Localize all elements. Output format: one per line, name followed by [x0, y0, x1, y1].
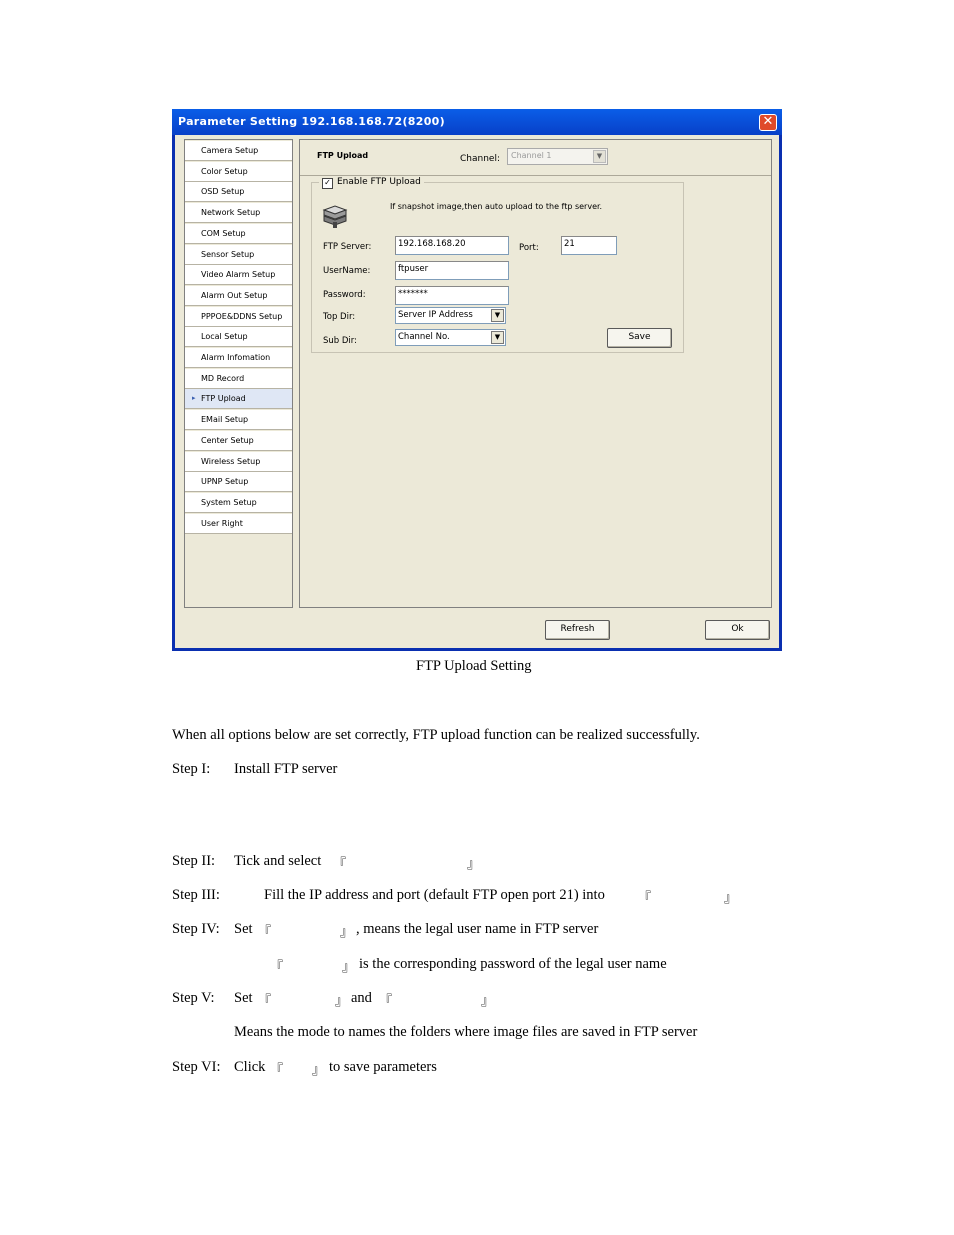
channel-select-value: Channel 1	[511, 151, 552, 160]
panel-title: FTP Upload	[317, 151, 369, 160]
dialog-title: Parameter Setting 192.168.168.72(8200)	[178, 115, 445, 128]
sidebar-item-label: Color Setup	[201, 167, 248, 176]
step5-bracket-open: 『	[258, 994, 272, 1009]
ftp-server-label: FTP Server:	[323, 242, 372, 252]
step6-bracket-open: 『	[270, 1063, 284, 1078]
step4-label: Step IV:	[172, 921, 220, 937]
sidebar-item-center-setup[interactable]	[185, 431, 292, 451]
step6-text-a: Click	[234, 1059, 266, 1075]
selected-arrow-icon: ▸	[192, 394, 196, 402]
top-dir-label: Top Dir:	[323, 312, 356, 322]
step3-bracket-open: 『	[638, 891, 652, 906]
sidebar-item-camera-setup[interactable]	[185, 141, 292, 161]
step4-bracket-open-2: 『	[270, 960, 284, 975]
close-icon[interactable]: ✕	[759, 114, 777, 131]
sidebar-item-label: Alarm Infomation	[201, 353, 271, 362]
sidebar-item-osd-setup[interactable]	[185, 182, 292, 202]
sidebar-item-md-record[interactable]	[185, 369, 292, 389]
step5-label: Step V:	[172, 990, 215, 1006]
sidebar-item-color-setup[interactable]	[185, 162, 292, 182]
ftp-upload-panel	[299, 139, 772, 608]
step2-bracket-open: 『	[333, 857, 347, 872]
sidebar-item-label: Video Alarm Setup	[201, 270, 276, 279]
sidebar-item-local-setup[interactable]	[185, 327, 292, 347]
step3-text: Fill the IP address and port (default FTP open port 21) into	[264, 887, 605, 903]
sidebar-item-ftp-upload[interactable]	[185, 389, 292, 409]
enable-ftp-label: Enable FTP Upload	[337, 177, 421, 187]
refresh-button[interactable]: Refresh	[545, 620, 610, 640]
sidebar-item-video-alarm-setup[interactable]	[185, 265, 292, 285]
step3-label: Step III:	[172, 887, 220, 903]
panel-divider	[300, 175, 771, 176]
username-value: ftpuser	[398, 264, 429, 274]
ftp-groupbox	[311, 177, 684, 353]
step4-text-c: is the corresponding password of the legal user name	[359, 956, 667, 972]
title-bar[interactable]	[172, 109, 782, 135]
sidebar-item-system-setup[interactable]	[185, 493, 292, 513]
sidebar-item-sensor-setup[interactable]	[185, 245, 292, 265]
password-input[interactable]	[395, 286, 509, 305]
sidebar-item-label: Camera Setup	[201, 146, 259, 155]
sidebar-item-com-setup[interactable]	[185, 224, 292, 244]
figure-caption: FTP Upload Setting	[416, 658, 532, 674]
port-value: 21	[564, 239, 575, 249]
chevron-down-icon[interactable]: ▼	[593, 150, 606, 163]
sidebar-item-label: Wireless Setup	[201, 457, 261, 466]
intro-paragraph: When all options below are set correctly, FTP upload function can be realized successfully.	[172, 727, 700, 743]
enable-ftp-checkbox[interactable]: ✓	[322, 178, 333, 189]
ok-button[interactable]: Ok	[705, 620, 770, 640]
step2-bracket-close: 』	[467, 857, 481, 872]
ftp-hint-text: If snapshot image,then auto upload to the ftp server.	[390, 202, 603, 211]
step1-label: Step I:	[172, 761, 211, 777]
ftp-server-value: 192.168.168.20	[398, 239, 466, 249]
step5-text-b: and	[351, 990, 372, 1006]
chevron-down-icon[interactable]: ▼	[491, 309, 504, 322]
sidebar-item-label: MD Record	[201, 374, 245, 383]
sidebar-item-label: System Setup	[201, 498, 257, 507]
port-input[interactable]	[561, 236, 617, 255]
sidebar-item-alarm-infomation[interactable]	[185, 348, 292, 368]
sidebar-item-alarm-out-setup[interactable]	[185, 286, 292, 306]
step1-text: Install FTP server	[234, 761, 338, 777]
sidebar-item-email-setup[interactable]	[185, 410, 292, 430]
save-button[interactable]: Save	[607, 328, 672, 348]
sidebar-item-pppoe-ddns-setup[interactable]	[185, 307, 292, 327]
step4-bracket-open: 『	[258, 925, 272, 940]
sidebar-item-label: Sensor Setup	[201, 250, 255, 259]
sidebar-item-label: Local Setup	[201, 332, 248, 341]
sub-dir-value: Channel No.	[398, 332, 450, 342]
username-input[interactable]	[395, 261, 509, 280]
sub-dir-select[interactable]	[395, 329, 506, 346]
step6-label: Step VI:	[172, 1059, 221, 1075]
top-dir-select[interactable]	[395, 307, 506, 324]
step5-bracket-close: 』	[335, 994, 349, 1009]
sidebar-item-user-right[interactable]	[185, 514, 292, 534]
step4-bracket-close-2: 』	[342, 960, 356, 975]
parameter-setting-dialog	[172, 109, 782, 651]
settings-nav	[184, 139, 293, 608]
step5-text-a: Set	[234, 990, 253, 1006]
step4-text-b: , means the legal user name in FTP server	[356, 921, 599, 937]
ftp-server-input[interactable]	[395, 236, 509, 255]
step2-text: Tick and select	[234, 853, 322, 869]
sidebar-item-network-setup[interactable]	[185, 203, 292, 223]
sub-dir-label: Sub Dir:	[323, 336, 357, 346]
step5-bracket-close-2: 』	[481, 994, 495, 1009]
chevron-down-icon[interactable]: ▼	[491, 331, 504, 344]
sidebar-item-label: PPPOE&DDNS Setup	[201, 312, 283, 321]
step2-label: Step II:	[172, 853, 216, 869]
step6-text-b: to save parameters	[329, 1059, 437, 1075]
sidebar-item-wireless-setup[interactable]	[185, 452, 292, 472]
sidebar-item-label: Network Setup	[201, 208, 261, 217]
username-label: UserName:	[323, 266, 371, 276]
sidebar-item-label: FTP Upload	[201, 394, 246, 403]
sidebar-item-upnp-setup[interactable]	[185, 472, 292, 492]
step4-text-a: Set	[234, 921, 253, 937]
step4-bracket-close: 』	[340, 925, 354, 940]
step6-bracket-close: 』	[312, 1063, 326, 1078]
top-dir-value: Server IP Address	[398, 310, 473, 320]
password-value: *******	[398, 289, 428, 299]
password-label: Password:	[323, 290, 366, 300]
step5-bracket-open-2: 『	[379, 994, 393, 1009]
channel-label: Channel:	[460, 154, 500, 164]
step3-bracket-close: 』	[724, 891, 738, 906]
sidebar-item-label: UPNP Setup	[201, 477, 249, 486]
channel-select[interactable]	[507, 148, 608, 165]
sidebar-item-label: User Right	[201, 519, 243, 528]
sidebar-item-label: Alarm Out Setup	[201, 291, 268, 300]
step5-text-c: Means the mode to names the folders where image files are saved in FTP server	[234, 1024, 698, 1040]
sidebar-item-label: Center Setup	[201, 436, 254, 445]
enable-ftp-checkbox-row[interactable]	[319, 177, 424, 189]
server-icon	[321, 203, 349, 229]
port-label: Port:	[519, 243, 539, 253]
sidebar-item-label: COM Setup	[201, 229, 246, 238]
sidebar-item-label: EMail Setup	[201, 415, 249, 424]
sidebar-item-label: OSD Setup	[201, 187, 245, 196]
dialog-client-area	[175, 135, 779, 648]
